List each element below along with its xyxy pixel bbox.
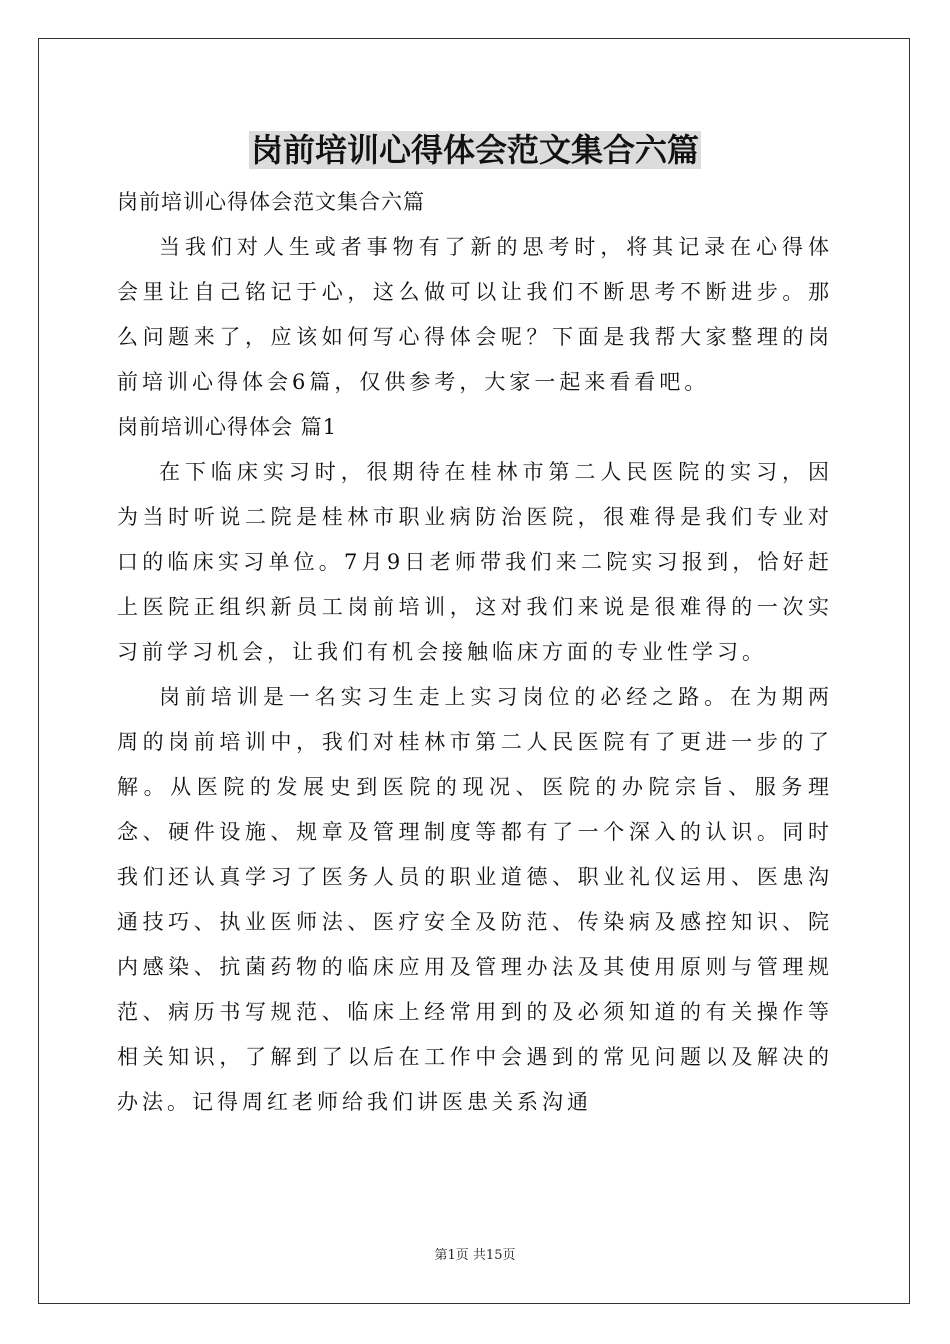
document-body [117,180,833,1125]
page-footer: 第1页 共15页 [434,1248,516,1263]
section-heading: 岗前培训心得体会 篇1 [117,415,338,439]
document-title [0,124,950,176]
body-paragraph-2: 岗前培训是一名实习生走上实习岗位的必经之路。在为期两周的岗前培训中，我们对桂林市第二人民医院有了更进一步的了解。从医院的发展史到医院的现况、医院的办院宗旨、服务理念、硬件设施、规章及管理制度等都有了一个深入的认识。同时我们还认真学习了医务人员的职业道德、职业礼仪运用、医患沟通技巧、执业医师法、医疗安全及防范、传染病及感控知识、院内感染、抗菌药物的临床应用及管理办法及其使用原则与管理规范、病历书写规范、临床上经常用到的及必须知道的有关操作等相关知识，了解到了以后在工作中会遇到的常见问题以及解决的办法。记得周红老师给我们讲医患关系沟通 [117,685,833,1114]
document-title-text: 岗前培训心得体会范文集合六篇 [250,131,699,169]
body-paragraph-1: 在下临床实习时，很期待在桂林市第二人民医院的实习，因为当时听说二院是桂林市职业病防治医院，很难得是我们专业对口的临床实习单位。7月9日老师带我们来二院实习报到，恰好赶上医院正组织新员工岗前培训，这对我们来说是很难得的一次实习前学习机会，让我们有机会接触临床方面的专业性学习。 [117,460,833,664]
document-subtitle: 岗前培训心得体会范文集合六篇 [117,190,425,214]
intro-paragraph: 当我们对人生或者事物有了新的思考时，将其记录在心得体会里让自己铭记于心，这么做可以让我们不断思考不断进步。那么问题来了，应该如何写心得体会呢？下面是我帮大家整理的岗前培训心得体会6篇，仅供参考，大家一起来看看吧。 [117,235,833,394]
